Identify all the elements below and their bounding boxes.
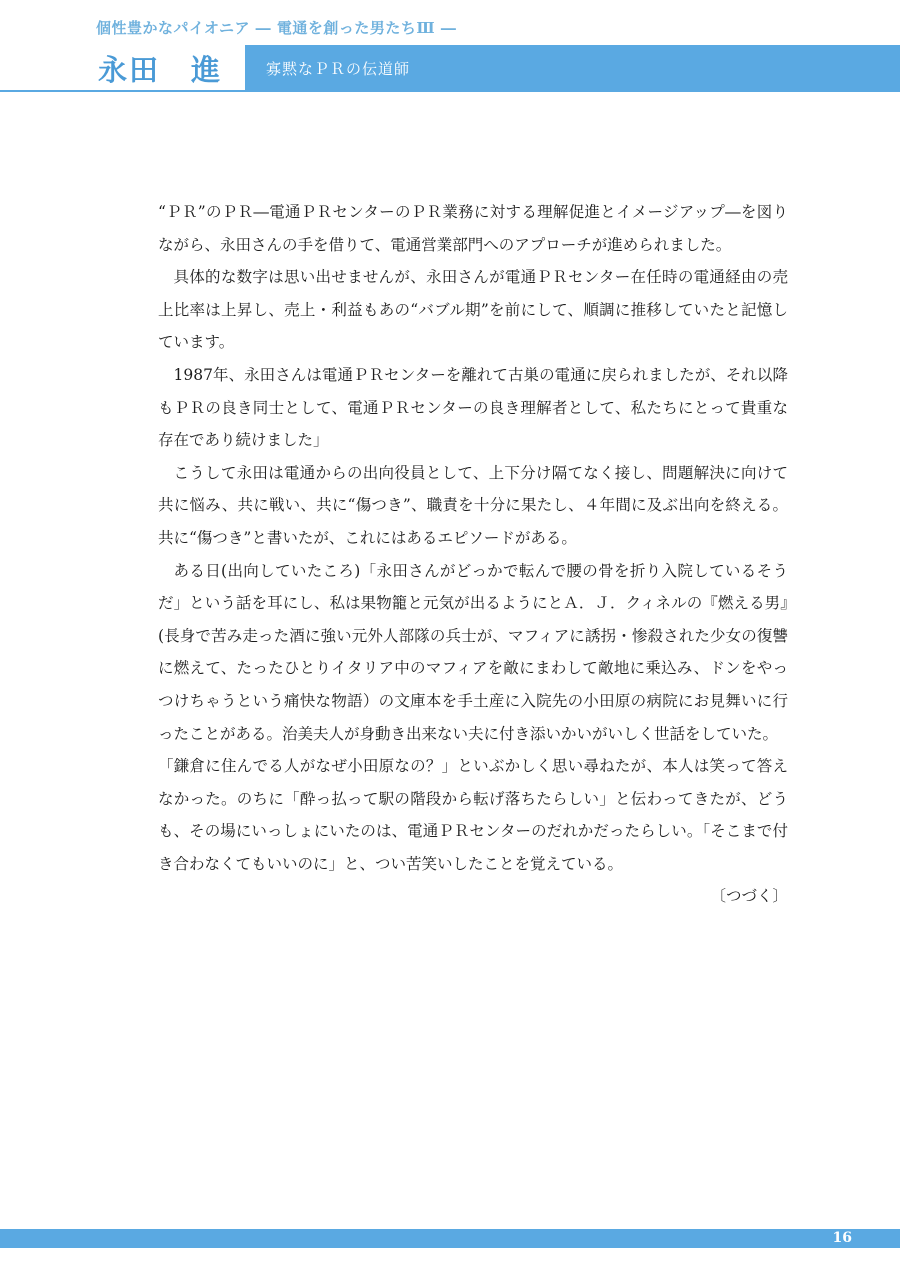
- person-name: 永田 進: [98, 53, 223, 87]
- page-number: 16: [832, 1230, 852, 1246]
- article-body: [158, 196, 788, 913]
- paragraph-4: こうして永田は電通からの出向役員として、上下分け隔てなく接し、問題解決に向けて共に悩み、共に戦い、共に“傷つき”、職責を十分に果たし、４年間に及ぶ出向を終える。共に“傷つき”と書いたが、これにはあるエピソードがある。: [158, 463, 788, 547]
- paragraph-1: “ＰＲ”のＰＲ―電通ＰＲセンターのＰＲ業務に対する理解促進とイメージアップ―を図りながら、永田さんの手を借りて、電通営業部門へのアプローチが進められました。: [158, 203, 788, 254]
- continued-label: 〔つづく〕: [710, 887, 788, 906]
- paragraph-3: 1987年、永田さんは電通ＰＲセンターを離れて古巣の電通に戻られましたが、それ以降もＰＲの良き同士として、電通ＰＲセンターの良き理解者として、私たちにとって貴重な存在であり続けました」: [158, 365, 788, 450]
- paragraph-2: 具体的な数字は思い出せませんが、永田さんが電通ＰＲセンター在任時の電通経由の売上比率は上昇し、売上・利益もあの“バブル期”を前にして、順調に推移していたと記憶しています。: [158, 268, 788, 352]
- person-subtitle: 寡黙なＰＲの伝道師: [266, 60, 411, 78]
- footer-band: [0, 1229, 900, 1248]
- paragraph-5: ある日(出向していたころ)「永田さんがどっかで転んで腰の骨を折り入院しているそうだ」という話を耳にし、私は果物籠と元気が出るようにとＡ．Ｊ．クィネルの『燃える男』(長身で苦み走った酒に強い元外人部隊の兵士が、マフィアに誘拐・惨殺された少女の復讐に燃えて、たったひとりイタリア中のマフィアを敵にまわして敵地に乗込み、ドンをやっつけちゃうという痛快な物語）の文庫本を手土産に入院先の小田原の病院にお見舞いに行ったことがある。治美夫人が身動き出来ない夫に付き添いかいがいしく世話をしていた。: [158, 561, 788, 743]
- paragraph-6: 「鎌倉に住んでる人がなぜ小田原なの？」といぶかしく思い尋ねたが、本人は笑って答えなかった。のちに「酔っ払って駅の階段から転げ落ちたらしい」と伝わってきたが、どうも、その場にいっしょにいたのは、電通ＰＲセンターのだれかだったらしい。「そこまで付き合わなくてもいいのに」と、つい苦笑いしたことを覚えている。: [158, 757, 788, 873]
- series-title: 個性豊かなパイオニア ― 電通を創った男たちⅢ ―: [96, 19, 457, 37]
